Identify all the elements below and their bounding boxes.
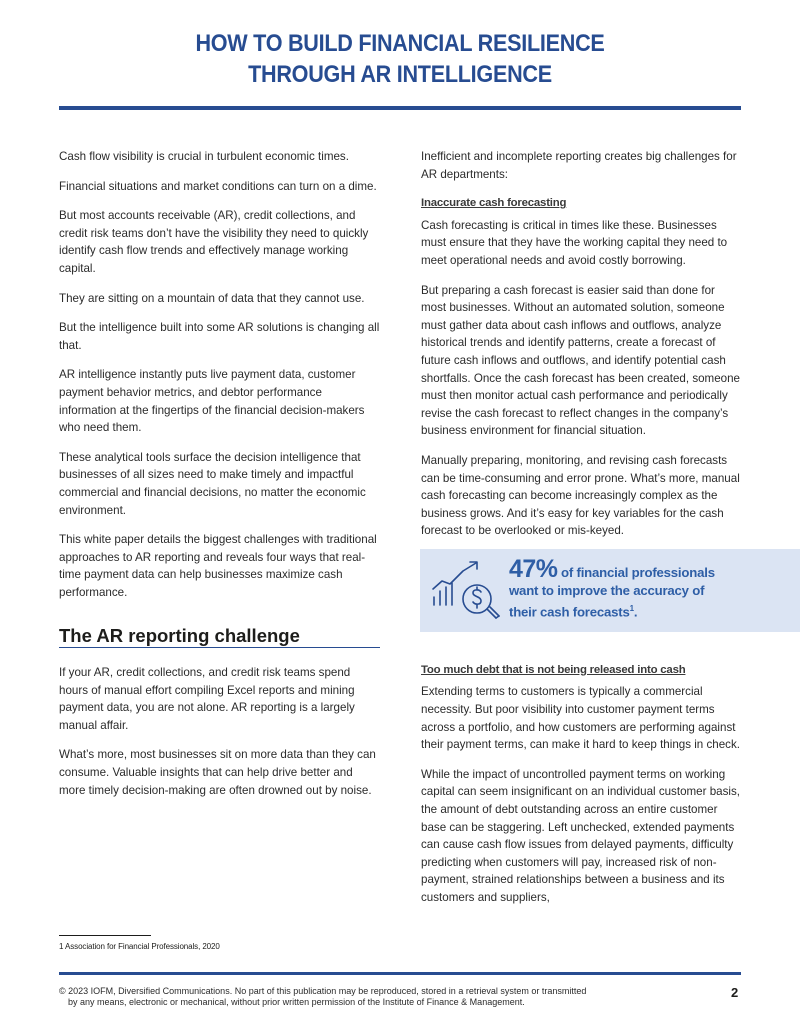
copyright-line-2: by any means, electronic or mechanical, without prior written permission of the Institute of Finance & Management. [68, 997, 525, 1007]
footer-divider [59, 972, 741, 975]
callout-text-3: their cash forecasts [509, 604, 630, 620]
section-heading: The AR reporting challenge [59, 627, 380, 648]
stat-callout [420, 549, 800, 632]
subheading-debt: Too much debt that is not being released into cash [421, 663, 686, 676]
callout-statistic [509, 557, 789, 621]
paragraph: Inefficient and incomplete reporting creates big challenges for AR departments: [421, 150, 737, 181]
copyright-line-1: © 2023 IOFM, Diversified Communications. No part of this publication may be reproduced, stored in a retrieval system or transmitted [59, 986, 587, 996]
paragraph: They are sitting on a mountain of data that they cannot use. [59, 291, 365, 305]
footnote: 1 Association for Financial Professionals, 2020 [59, 942, 220, 951]
paragraph: Cash forecasting is critical in times like these. Businesses must ensure that they have the working capital they need to meet operational needs and avoid costly borrowing. [421, 218, 728, 267]
chart-magnifier-dollar-icon [430, 557, 508, 629]
left-column [59, 148, 381, 811]
page-title [40, 28, 760, 90]
right-column [421, 148, 741, 919]
paragraph: But preparing a cash forecast is easier said than done for most businesses. Without an automated solution, someone must gather data about cash inflows and outflows, analyze historical trends and identify patterns, create a forecast of future cash inflows and outflows, and identify potential cash shortfalls. Once the cash forecast has been created, someone must then monitor actual cash performance and periodically revise the cash forecast to reflect changes in the company’s business environment for financial situation. [421, 283, 741, 438]
paragraph: While the impact of uncontrolled payment terms on working capital can seem insignificant on an individual customer basis, the amount of debt outstanding across an entire customer base can be staggering. Left unchecked, extended payments can cause cash flow issues from delayed payments, difficulty predicting when customers will pay, increased risk of non-payment, strained relationships between a business and its customers and suppliers, [421, 767, 740, 904]
title-divider [59, 106, 741, 110]
subheading-cash-forecasting: Inaccurate cash forecasting [421, 197, 567, 210]
title-line-1: HOW TO BUILD FINANCIAL RESILIENCE [195, 30, 605, 57]
callout-period: . [633, 604, 638, 620]
callout-text-2: want to improve the accuracy of [509, 583, 705, 598]
paragraph: Financial situations and market conditions can turn on a dime. [59, 179, 377, 193]
paragraph: Manually preparing, monitoring, and revising cash forecasts can be time-consuming and error prone. What’s more, manual cash forecasting can become increasingly complex as the business grows. And it’s easy for key variables for the cash forecast to be overlooked or mis-keyed. [421, 453, 740, 538]
paragraph: But most accounts receivable (AR), credit collections, and credit risk teams don’t have the visibility they need to quickly identify cash flow trends and effectively manage working capital. [59, 209, 369, 275]
paragraph: But the intelligence built into some AR solutions is changing all that. [59, 321, 380, 352]
title-line-2: THROUGH AR INTELLIGENCE [248, 61, 552, 88]
paragraph: AR intelligence instantly puts live payment data, customer payment behavior metrics, and debtor performance information at the fingertips of the financial decision-makers who need them. [59, 368, 365, 435]
paragraph: If your AR, credit collections, and credit risk teams spend hours of manual effort compiling Excel reports and mining payment data, you are not alone. AR reporting is a largely manual affair. [59, 666, 355, 732]
paragraph: Extending terms to customers is typically a commercial necessity. But poor visibility into customer payment terms across a portfolio, and how customers are performing against their payment terms, can make it hard to keep things in check. [421, 685, 740, 752]
copyright-notice [59, 986, 659, 1008]
footnote-divider [59, 935, 151, 936]
paragraph: These analytical tools surface the decision intelligence that businesses of all sizes need to make timely and impactful commercial and financial decisions, no matter the economic environment. [59, 450, 366, 517]
paragraph: What’s more, most businesses sit on more data than they can consume. Valuable insights that can help drive better and more timely decision-making are often drowned out by noise. [59, 748, 376, 797]
paragraph: Cash flow visibility is crucial in turbulent economic times. [59, 150, 349, 163]
callout-text-1: of financial professionals [557, 565, 715, 580]
callout-percentage: 47% [509, 555, 558, 583]
footnote-marker: 1 [629, 604, 634, 613]
paragraph: This white paper details the biggest challenges with traditional approaches to AR reporting and reveals four ways that real-time payment data can help businesses maximize cash performance. [59, 533, 377, 599]
page-number: 2 [731, 985, 739, 1000]
